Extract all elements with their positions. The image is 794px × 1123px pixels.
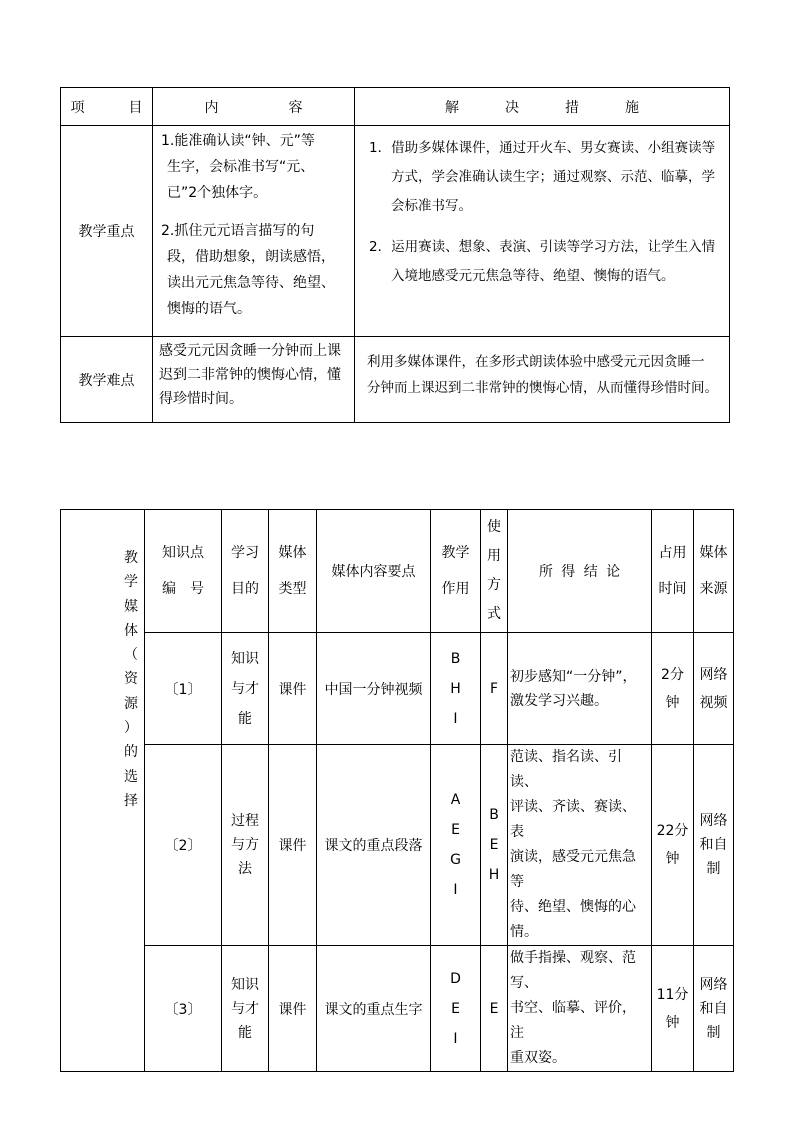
- measure-line: 1．借助多媒体课件，通过开火车、男女赛读、小组赛读等: [369, 140, 716, 156]
- difficulty-measures: [355, 337, 730, 423]
- row-time: [652, 633, 694, 745]
- header-measures-char: 解: [445, 99, 459, 116]
- header-line: 知识点: [162, 545, 204, 561]
- usage-letter: H: [488, 867, 500, 883]
- side-char: 媒: [124, 598, 138, 615]
- measure-line: 分钟而上课迟到二非常钟的懊悔心情，从而懂得珍惜时间。: [367, 380, 718, 396]
- media-side-label: [61, 510, 145, 1072]
- time-line: 钟: [665, 851, 680, 867]
- role-letter: E: [451, 822, 460, 838]
- result-line: 待、绝望、懊悔的心情。: [510, 899, 636, 940]
- row-result: [508, 946, 652, 1072]
- header-item: [61, 88, 153, 126]
- objectives-table: [60, 87, 730, 423]
- media-table: [60, 509, 734, 1072]
- result-line: 激发学习兴趣。: [510, 692, 608, 709]
- header-measures: [355, 88, 730, 126]
- content-line: 2.抓住元元语言描写的句: [161, 223, 315, 239]
- content-line: 读出元元焦急等待、绝望、: [167, 275, 335, 291]
- header-line: 媒体: [699, 545, 728, 561]
- role-letter: I: [453, 1030, 458, 1047]
- role-letter: I: [453, 710, 458, 727]
- header-purpose: [222, 510, 269, 633]
- header-measures-char: 决: [505, 99, 519, 116]
- side-char: 资: [124, 671, 138, 688]
- difficulty-row: [61, 337, 730, 423]
- row-content: 课文的重点生字: [317, 946, 431, 1072]
- header-line: 时间: [658, 581, 687, 597]
- header-item-char: 目: [128, 99, 143, 116]
- side-char: 的: [124, 744, 138, 761]
- result-line: 书空、临摹、评价，注: [510, 1000, 636, 1041]
- row-source: [694, 633, 734, 745]
- header-line: 编 号: [162, 581, 204, 597]
- content-line: 段，借助想象，朗读感悟，: [167, 249, 335, 265]
- side-char: 体: [124, 622, 138, 639]
- row-usage: [481, 745, 508, 946]
- time-line: 钟: [665, 694, 680, 711]
- side-label-stack: [120, 546, 142, 813]
- side-char: 教: [124, 550, 138, 566]
- header-line: 媒体: [278, 545, 307, 561]
- row-type: 课件: [269, 946, 317, 1072]
- row-purpose: [222, 745, 269, 946]
- result-line: 做手指操、观察、范写、: [510, 950, 636, 991]
- header-content-char: 内: [204, 99, 219, 116]
- measure-line: 方式，学会准确认读生字；通过观察、示范、临摹，学: [391, 169, 715, 185]
- side-char: （: [124, 647, 138, 664]
- media-row-1: [61, 633, 734, 745]
- header-media-type: [269, 510, 317, 633]
- header-item-char: 项: [70, 99, 85, 116]
- side-char: 学: [124, 574, 138, 591]
- header-content-char: 容: [288, 99, 303, 116]
- row-role: [431, 745, 481, 946]
- result-line: 范读、指名读、引读、: [510, 749, 622, 790]
- row-result: [508, 745, 652, 946]
- side-char: ）: [124, 720, 138, 737]
- header-line: 学习: [231, 545, 259, 561]
- header-line: 用: [487, 548, 501, 564]
- purpose-line: 与方: [231, 837, 259, 853]
- content-line: 已”2个独体字。: [167, 185, 268, 201]
- measure-line: 利用多媒体课件，在多形式朗读体验中感受元元因贪睡一: [367, 354, 705, 370]
- header-line: 作用: [441, 581, 470, 597]
- header-content: [153, 88, 355, 126]
- difficulty-label: 教学难点: [61, 337, 153, 423]
- side-char: 源: [124, 695, 138, 712]
- content-line: 生字，会标准书写“元、: [167, 159, 315, 175]
- purpose-line: 知识: [231, 650, 259, 667]
- source-line: 和自: [699, 837, 728, 853]
- key-points-content: [153, 126, 355, 337]
- usage-letter: B: [489, 807, 499, 823]
- key-points-row: [61, 126, 730, 337]
- purpose-line: 与才: [231, 680, 259, 697]
- role-letter: I: [453, 882, 458, 898]
- role-letter: A: [450, 792, 461, 808]
- source-line: 网络: [699, 813, 728, 829]
- purpose-line: 知识: [231, 976, 259, 993]
- media-header-row: [61, 510, 734, 633]
- role-letter: E: [451, 1000, 460, 1017]
- role-letter: B: [450, 650, 461, 667]
- source-line: 制: [706, 1024, 721, 1041]
- content-line: 1.能准确认读“钟、元”等: [161, 133, 315, 149]
- header-line: 类型: [278, 581, 307, 597]
- header-line: 目的: [231, 581, 259, 597]
- role-letter: D: [450, 970, 461, 987]
- header-line: 方: [487, 577, 501, 593]
- header-source: [694, 510, 734, 633]
- objectives-header-row: [61, 88, 730, 126]
- difficulty-content: [153, 337, 355, 423]
- row-id: 〔3〕: [145, 946, 222, 1072]
- result-line: 重双姿。: [510, 1050, 566, 1066]
- header-measures-char: 措: [565, 99, 579, 116]
- media-row-2: [61, 745, 734, 946]
- usage-letter: F: [489, 680, 499, 697]
- row-content: 课文的重点段落: [317, 745, 431, 946]
- result-line: 初步感知“一分钟”，: [510, 668, 637, 685]
- header-line: 教学: [441, 545, 470, 561]
- measure-spacer: [369, 221, 723, 233]
- key-points-label: 教学重点: [61, 126, 153, 337]
- purpose-line: 法: [238, 861, 252, 877]
- content-line: 迟到二非常钟的懊悔心情，懂: [159, 367, 341, 383]
- row-role: [431, 633, 481, 745]
- header-role: [431, 510, 481, 633]
- measure-line: 会标准书写。: [391, 198, 472, 214]
- time-line: 11分: [656, 986, 689, 1003]
- measure-line: 2．运用赛读、想象、表演、引读等学习方法，让学生入情: [369, 239, 716, 255]
- source-line: 视频: [699, 694, 728, 711]
- side-char: 择: [124, 792, 138, 809]
- header-time: [652, 510, 694, 633]
- role-letter: G: [450, 852, 461, 868]
- row-type: 课件: [269, 745, 317, 946]
- content-line: 得珍惜时间。: [159, 391, 243, 407]
- row-id: 〔2〕: [145, 745, 222, 946]
- row-source: [694, 946, 734, 1072]
- row-result: [508, 633, 652, 745]
- row-purpose: [222, 633, 269, 745]
- role-letter: H: [450, 680, 461, 697]
- source-line: 网络: [699, 976, 728, 993]
- row-type: 课件: [269, 633, 317, 745]
- header-line: 使: [487, 519, 501, 535]
- header-line: 式: [487, 606, 501, 622]
- content-line: 懊悔的语气。: [167, 301, 251, 317]
- source-line: 和自: [699, 1000, 728, 1017]
- header-usage: [481, 510, 508, 633]
- source-line: 网络: [699, 666, 728, 683]
- header-measures-char: 施: [625, 99, 639, 116]
- row-purpose: [222, 946, 269, 1072]
- result-line: 评读、齐读、赛读、表: [510, 799, 636, 840]
- time-line: 2分: [661, 666, 684, 683]
- time-line: 22分: [656, 823, 689, 839]
- source-line: 制: [706, 861, 721, 877]
- result-line: 演读，感受元元焦急等: [510, 849, 636, 890]
- header-line: 来源: [699, 581, 728, 597]
- usage-letter: E: [489, 1000, 499, 1017]
- usage-letter: E: [489, 837, 499, 853]
- row-usage: [481, 946, 508, 1072]
- header-media-content: 媒体内容要点: [317, 510, 431, 633]
- media-row-3: [61, 946, 734, 1072]
- purpose-line: 能: [238, 1024, 252, 1041]
- row-role: [431, 946, 481, 1072]
- purpose-line: 过程: [231, 813, 259, 829]
- time-line: 钟: [665, 1014, 680, 1031]
- header-result: 所 得 结 论: [508, 510, 652, 633]
- content-line: 感受元元因贪睡一分钟而上课: [159, 343, 341, 359]
- row-id: 〔1〕: [145, 633, 222, 745]
- purpose-line: 与才: [231, 1000, 259, 1017]
- header-knowledge: [145, 510, 222, 633]
- content-spacer: [161, 206, 348, 218]
- purpose-line: 能: [238, 710, 252, 727]
- row-time: [652, 946, 694, 1072]
- row-usage: [481, 633, 508, 745]
- measure-line: 入境地感受元元焦急等待、绝望、懊悔的语气。: [391, 268, 675, 284]
- row-content: 中国一分钟视频: [317, 633, 431, 745]
- header-line: 占用: [658, 545, 687, 561]
- row-time: [652, 745, 694, 946]
- row-source: [694, 745, 734, 946]
- side-char: 选: [124, 768, 138, 785]
- key-points-measures: [355, 126, 730, 337]
